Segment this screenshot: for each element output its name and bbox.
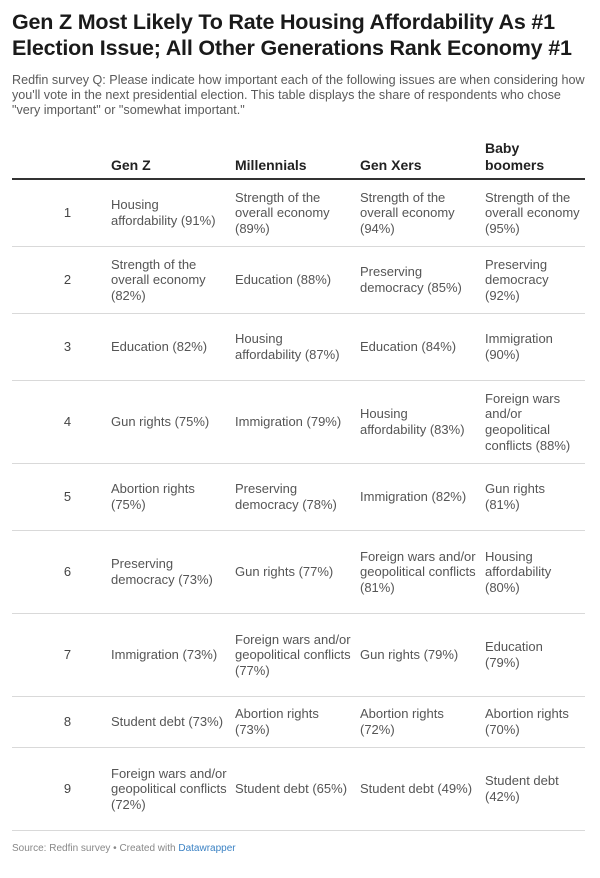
cell-millennials: Student debt (65%) bbox=[231, 748, 356, 831]
cell-gen-xers: Abortion rights (72%) bbox=[356, 697, 481, 748]
cell-gen-xers: Gun rights (79%) bbox=[356, 614, 481, 697]
cell-gen-z: Abortion rights (75%) bbox=[107, 464, 231, 531]
cell-millennials: Immigration (79%) bbox=[231, 381, 356, 464]
cell-millennials: Preserving democracy (78%) bbox=[231, 464, 356, 531]
table-row bbox=[12, 381, 585, 464]
header-row bbox=[12, 140, 585, 179]
cell-gen-xers: Education (84%) bbox=[356, 314, 481, 381]
cell-gen-z: Gun rights (75%) bbox=[107, 381, 231, 464]
table-row bbox=[12, 314, 585, 381]
header-gen-xers: Gen Xers bbox=[356, 140, 481, 179]
cell-baby-boomers: Immigration (90%) bbox=[481, 314, 585, 381]
rank-cell: 1 bbox=[12, 179, 107, 247]
chart-subtitle: Redfin survey Q: Please indicate how important each of the following issues are when considering how you'll vote in the next presidential election. This table displays the share of respondents who chose "very important" or "somewhat important." bbox=[12, 73, 585, 117]
cell-gen-xers: Foreign wars and/or geopolitical conflicts (81%) bbox=[356, 531, 481, 614]
cell-millennials: Foreign wars and/or geopolitical conflicts (77%) bbox=[231, 614, 356, 697]
cell-gen-z: Immigration (73%) bbox=[107, 614, 231, 697]
cell-millennials: Gun rights (77%) bbox=[231, 531, 356, 614]
cell-gen-xers: Student debt (49%) bbox=[356, 748, 481, 831]
rank-cell: 6 bbox=[12, 531, 107, 614]
cell-baby-boomers: Education (79%) bbox=[481, 614, 585, 697]
header-gen-z: Gen Z bbox=[107, 140, 231, 179]
cell-gen-z: Student debt (73%) bbox=[107, 697, 231, 748]
rank-cell: 7 bbox=[12, 614, 107, 697]
cell-baby-boomers: Preserving democracy (92%) bbox=[481, 247, 585, 314]
cell-gen-z: Education (82%) bbox=[107, 314, 231, 381]
header-rank bbox=[12, 140, 107, 179]
cell-gen-z: Strength of the overall economy (82%) bbox=[107, 247, 231, 314]
table-row bbox=[12, 179, 585, 247]
cell-baby-boomers: Student debt (42%) bbox=[481, 748, 585, 831]
table-row bbox=[12, 247, 585, 314]
chart-title: Gen Z Most Likely To Rate Housing Affordability As #1 Election Issue; All Other Generations Rank Economy #1 bbox=[12, 10, 572, 60]
table-row bbox=[12, 748, 585, 831]
cell-gen-z: Preserving democracy (73%) bbox=[107, 531, 231, 614]
datawrapper-link[interactable]: Datawrapper bbox=[178, 843, 236, 854]
cell-gen-xers: Housing affordability (83%) bbox=[356, 381, 481, 464]
table-row bbox=[12, 464, 585, 531]
rank-cell: 2 bbox=[12, 247, 107, 314]
rank-cell: 8 bbox=[12, 697, 107, 748]
rank-cell: 5 bbox=[12, 464, 107, 531]
table-row bbox=[12, 697, 585, 748]
table-row bbox=[12, 614, 585, 697]
rank-cell: 4 bbox=[12, 381, 107, 464]
cell-gen-xers: Strength of the overall economy (94%) bbox=[356, 179, 481, 247]
cell-millennials: Housing affordability (87%) bbox=[231, 314, 356, 381]
cell-baby-boomers: Strength of the overall economy (95%) bbox=[481, 179, 585, 247]
cell-baby-boomers: Gun rights (81%) bbox=[481, 464, 585, 531]
chart-footer bbox=[12, 843, 588, 854]
header-baby-boomers: Baby boomers bbox=[481, 140, 585, 179]
cell-gen-xers: Immigration (82%) bbox=[356, 464, 481, 531]
table-row bbox=[12, 531, 585, 614]
footer-separator: • Created with bbox=[110, 843, 179, 854]
cell-baby-boomers: Housing affordability (80%) bbox=[481, 531, 585, 614]
ranking-table bbox=[12, 140, 585, 831]
cell-baby-boomers: Foreign wars and/or geopolitical conflicts (88%) bbox=[481, 381, 585, 464]
cell-gen-xers: Preserving democracy (85%) bbox=[356, 247, 481, 314]
cell-millennials: Education (88%) bbox=[231, 247, 356, 314]
cell-gen-z: Foreign wars and/or geopolitical conflicts (72%) bbox=[107, 748, 231, 831]
cell-baby-boomers: Abortion rights (70%) bbox=[481, 697, 585, 748]
cell-millennials: Abortion rights (73%) bbox=[231, 697, 356, 748]
source-note: Source: Redfin survey bbox=[12, 843, 111, 854]
rank-cell: 9 bbox=[12, 748, 107, 831]
header-millennials: Millennials bbox=[231, 140, 356, 179]
rank-cell: 3 bbox=[12, 314, 107, 381]
cell-gen-z: Housing affordability (91%) bbox=[107, 179, 231, 247]
cell-millennials: Strength of the overall economy (89%) bbox=[231, 179, 356, 247]
